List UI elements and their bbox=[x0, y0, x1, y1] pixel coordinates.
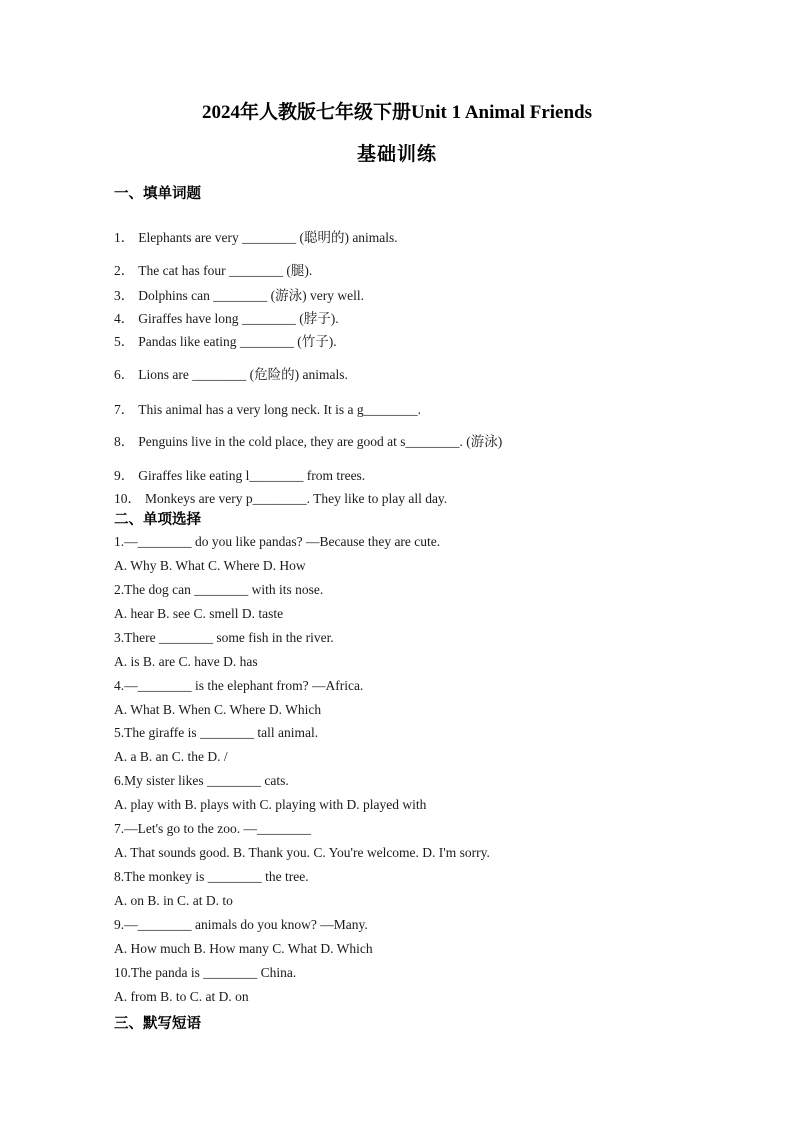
fill-question-3 bbox=[114, 284, 364, 304]
fill-question-9 bbox=[114, 464, 365, 484]
choice-options-4: A. What B. When C. Where D. Which bbox=[114, 702, 322, 717]
question-number: 7． bbox=[114, 402, 135, 417]
fill-question-2 bbox=[114, 259, 312, 279]
question-text: Dolphins can ________ (游泳) very well. bbox=[138, 288, 364, 303]
question-number: 2． bbox=[114, 263, 135, 278]
document-title: 2024年人教版七年级下册Unit 1 Animal Friends bbox=[201, 102, 593, 123]
choice-options-9: A. How much B. How many C. What D. Which bbox=[114, 941, 373, 956]
section3-heading: 三、默写短语 bbox=[114, 1016, 201, 1032]
fill-question-8 bbox=[114, 430, 502, 450]
choice-options-6: A. play with B. plays with C. playing with D. played with bbox=[114, 797, 427, 812]
choice-options-10: A. from B. to C. at D. on bbox=[114, 989, 249, 1004]
choice-question-10: 10.The panda is ________ China. bbox=[114, 965, 297, 980]
choice-options-2: A. hear B. see C. smell D. taste bbox=[114, 606, 284, 621]
question-number: 9． bbox=[114, 468, 135, 483]
question-text: Pandas like eating ________ (竹子). bbox=[138, 334, 337, 349]
choice-question-8: 8.The monkey is ________ the tree. bbox=[114, 869, 309, 884]
fill-question-6 bbox=[114, 363, 348, 383]
choice-options-5: A. a B. an C. the D. / bbox=[114, 749, 228, 764]
question-number: 10． bbox=[114, 491, 141, 506]
document-subtitle: 基础训练 bbox=[356, 144, 437, 165]
choice-question-6: 6.My sister likes ________ cats. bbox=[114, 773, 289, 788]
question-text: Giraffes have long ________ (脖子). bbox=[138, 311, 339, 326]
choice-question-2: 2.The dog can ________ with its nose. bbox=[114, 582, 324, 597]
question-number: 4． bbox=[114, 311, 135, 326]
choice-question-7: 7.—Let's go to the zoo. —________ bbox=[114, 821, 312, 836]
question-number: 1． bbox=[114, 230, 135, 245]
question-number: 5． bbox=[114, 334, 135, 349]
section2-heading: 二、单项选择 bbox=[114, 512, 201, 528]
choice-question-9: 9.—________ animals do you know? —Many. bbox=[114, 917, 368, 932]
section1-heading: 一、填单词题 bbox=[114, 186, 201, 202]
choice-options-8: A. on B. in C. at D. to bbox=[114, 893, 233, 908]
question-text: This animal has a very long neck. It is a g________. bbox=[138, 402, 421, 417]
question-text: Penguins live in the cold place, they are good at s________. (游泳) bbox=[138, 434, 503, 449]
fill-question-1 bbox=[114, 226, 398, 246]
question-text: Giraffes like eating l________ from trees. bbox=[138, 468, 366, 483]
question-number: 3． bbox=[114, 288, 135, 303]
choice-question-5: 5.The giraffe is ________ tall animal. bbox=[114, 725, 319, 740]
choice-question-3: 3.There ________ some fish in the river. bbox=[114, 630, 334, 645]
choice-question-4: 4.—________ is the elephant from? —Africa. bbox=[114, 678, 364, 693]
question-text: Lions are ________ (危险的) animals. bbox=[138, 367, 348, 382]
fill-question-4 bbox=[114, 307, 339, 327]
fill-question-7 bbox=[114, 398, 421, 418]
question-text: Elephants are very ________ (聪明的) animals. bbox=[138, 230, 398, 245]
question-number: 8． bbox=[114, 434, 135, 449]
fill-question-10 bbox=[114, 487, 447, 507]
choice-question-1: 1.—________ do you like pandas? —Because they are cute. bbox=[114, 534, 441, 549]
fill-question-5 bbox=[114, 330, 337, 350]
choice-options-7: A. That sounds good. B. Thank you. C. You're welcome. D. I'm sorry. bbox=[114, 845, 490, 860]
choice-options-3: A. is B. are C. have D. has bbox=[114, 654, 258, 669]
question-text: Monkeys are very p________. They like to play all day. bbox=[145, 491, 448, 506]
question-text: The cat has four ________ (腿). bbox=[138, 263, 313, 278]
choice-options-1: A. Why B. What C. Where D. How bbox=[114, 558, 306, 573]
question-number: 6． bbox=[114, 367, 135, 382]
